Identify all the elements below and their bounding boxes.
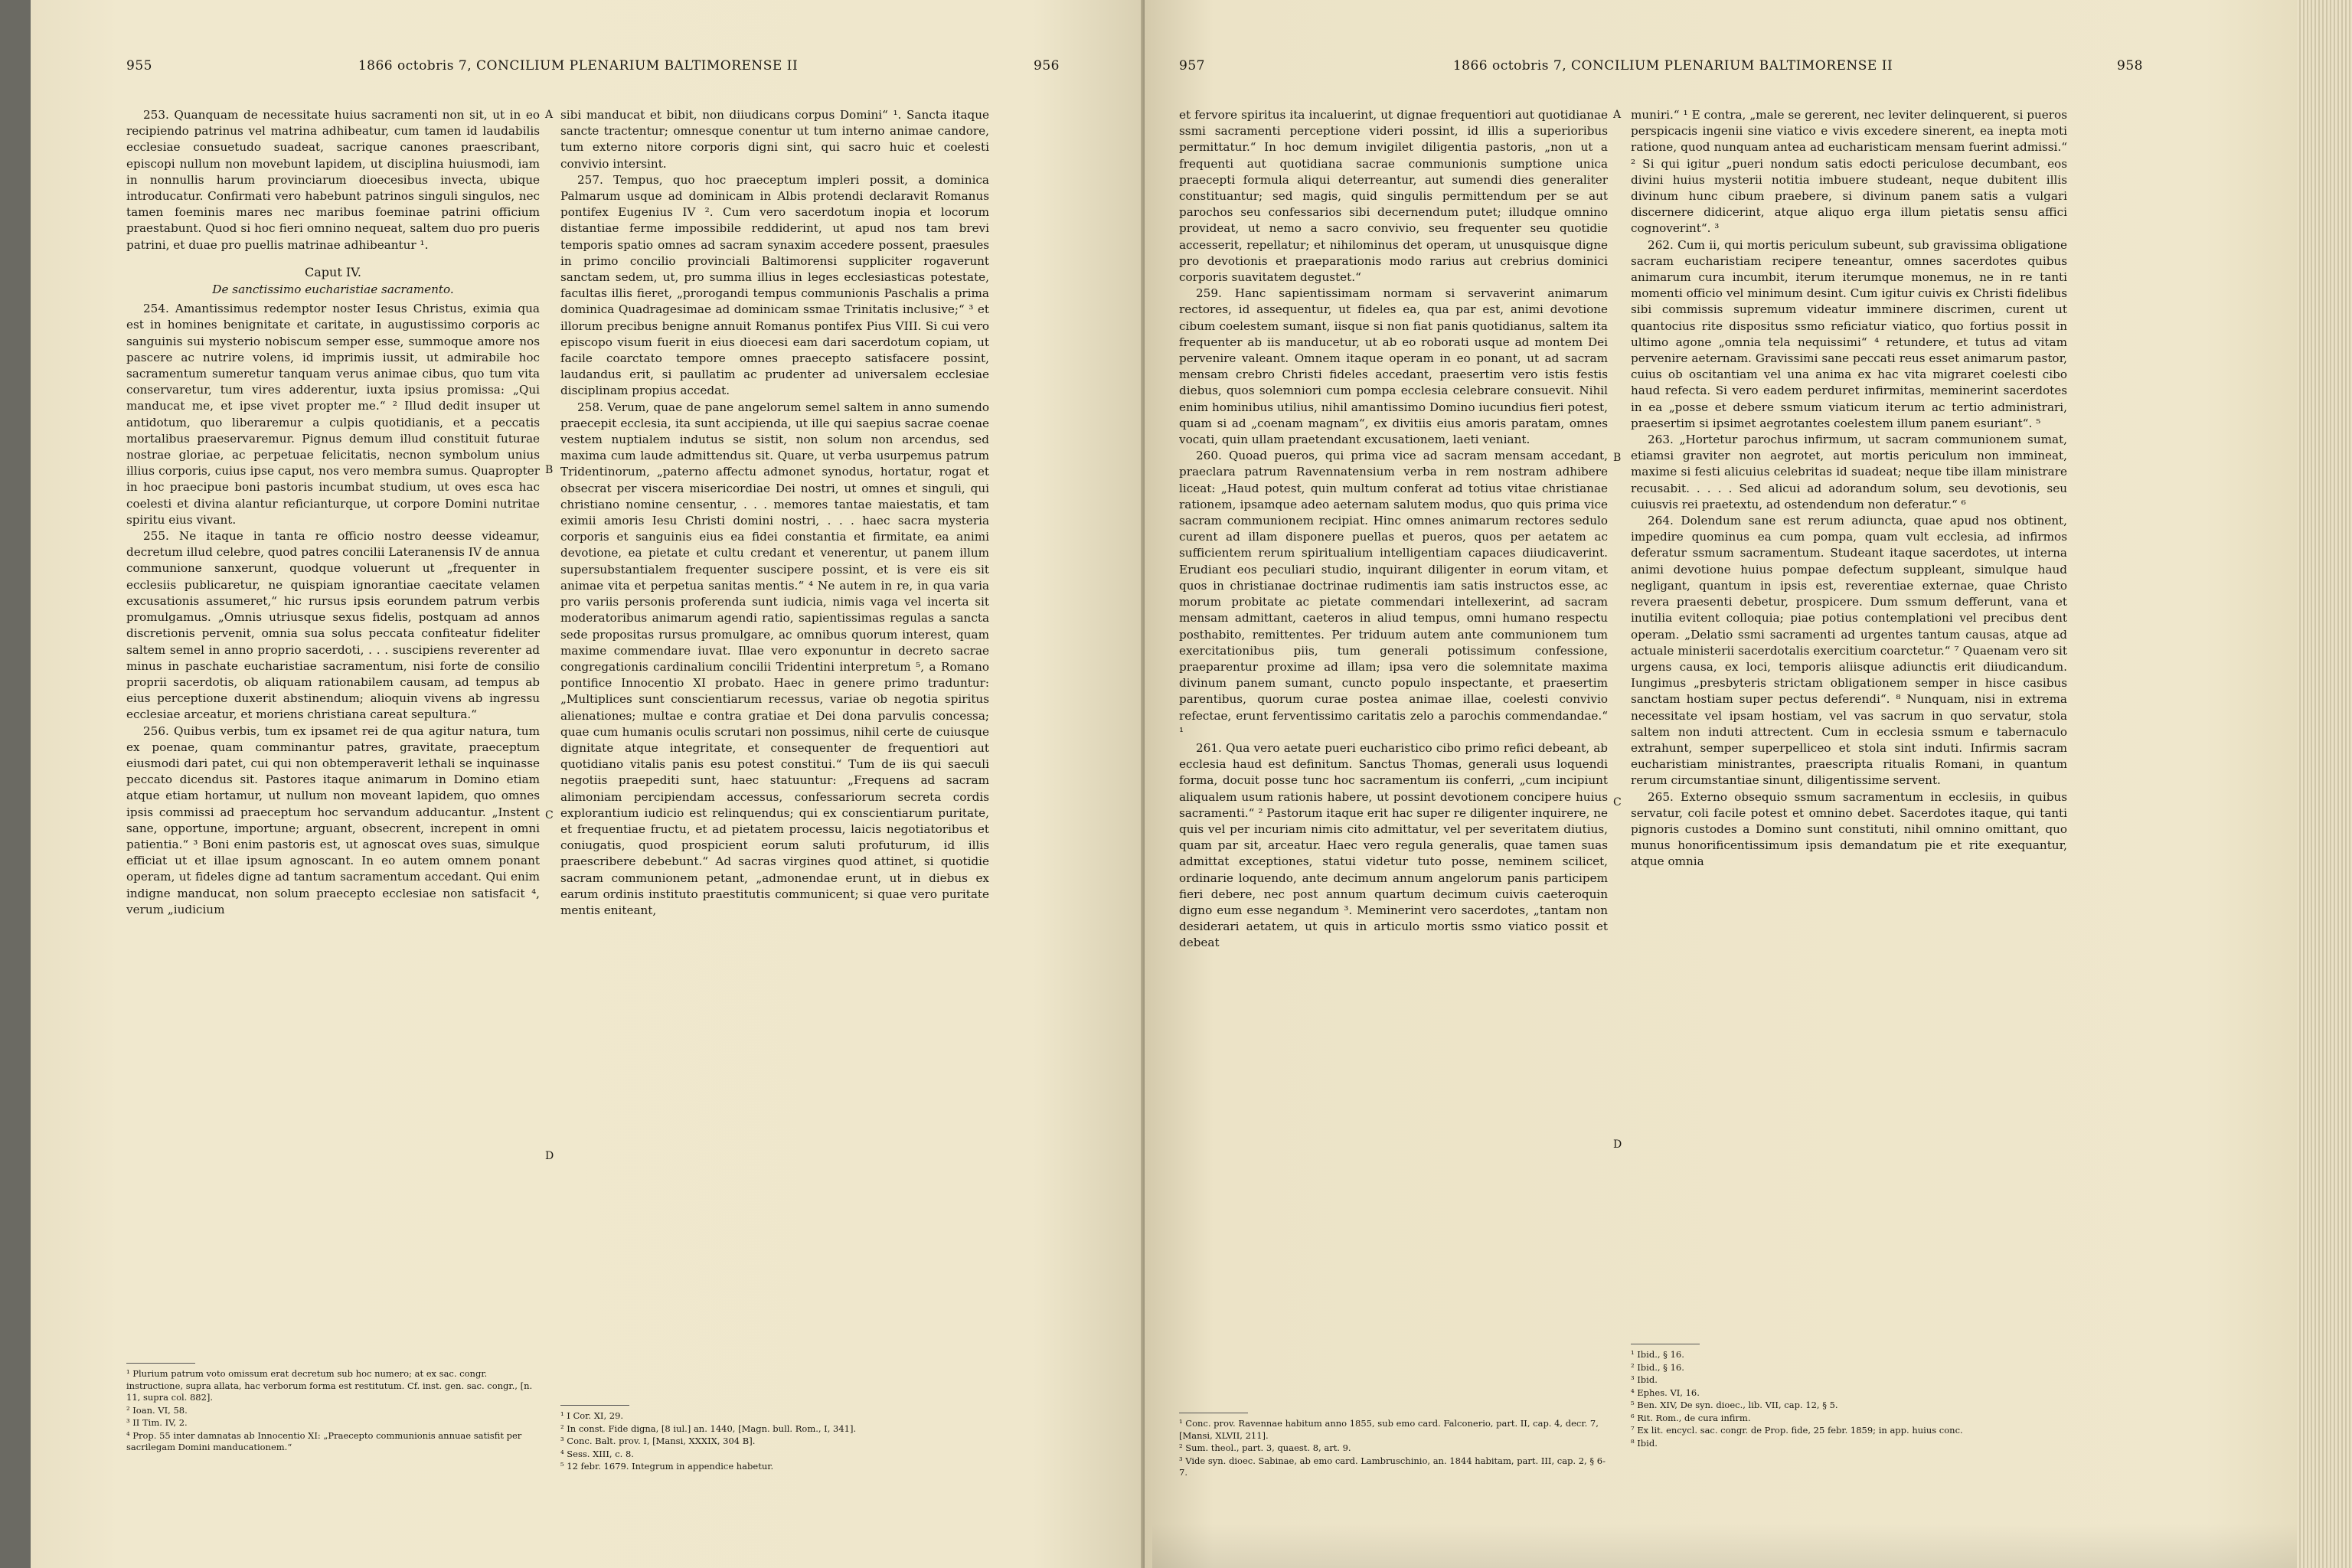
footnote: ⁵ 12 febr. 1679. Integrum in appendice habetur. xyxy=(560,1461,774,1472)
footnote: ¹ Plurium patrum voto omissum erat decretum sub hoc numero; at ex sac. congr. instructione, supra allata, hac verborum forma est restitutum. Cf. inst. gen. sac. congr., [n. 11, supra col. 882]. xyxy=(126,1368,533,1403)
paragraph: 256. Quibus verbis, tum ex ipsamet rei de qua agitur natura, tum ex poenae, quam comminantur patres, gravitate, praeceptum eiusmodi dari patet, cui qui non obtemperaverit lethali se inquinasse peccato dicendus sit. Pastores itaque animarum in Domino etiam atque etiam hortamur, ut nullum non moveant lapidem, quo omnes ipsis commissi ad praeceptum hoc servandum adducantur. „Instent sane, opportune, importune; arguant, obsecrent, increpent in omni patientia.“ ³ Boni enim pastoris est, ut agnoscat oves suas, simulque efficiat ut et illae ipsum agnoscant. In eo autem omnem ponant operam, ut fideles digne ad tantum sacramentum accedant. Qui enim indigne manducat, non solum praecepto ecclesiae non satisfacit ⁴, verum „iudicium xyxy=(126,724,540,916)
footnotes-left xyxy=(1179,1413,1608,1520)
page-number: 958 xyxy=(2117,58,2143,74)
footnote: ⁸ Ibid. xyxy=(1631,1437,1658,1449)
footnote: ² Ioan. VI, 58. xyxy=(126,1404,188,1416)
page-number: 956 xyxy=(1034,58,1060,74)
footnote: ⁵ Ben. XIV, De syn. dioec., lib. VII, cap. 12, § 5. xyxy=(1631,1400,1838,1410)
footnote: ⁴ Prop. 55 inter damnatas ab Innocentio XI: „Praecepto communionis annuae satisfit per sacrilegam Domini manducationem.“ xyxy=(126,1429,522,1452)
footnotes-right xyxy=(1631,1344,2067,1489)
running-title: 1866 octobris 7, CONCILIUM PLENARIUM BALTIMORENSE II xyxy=(358,58,799,74)
margin-marker: C xyxy=(545,809,554,822)
paragraph: et fervore spiritus ita incaluerint, ut dignae frequentiori aut quotidianae ssmi sacramenti perceptione videri possint, id illis a superioribus permittatur.“ In hoc demum invigilet diligentia pastoris, „non ut a frequenti aut quotidiana sacrae communionis sumptione unica praecepti formula aliqui deterreantur, aut sumendi dies generaliter constituantur; sed magis, quid singulis permittendum per se aut parochos seu confessarios sibi decernendum putet; illudque omnino provideat, ut nemo a sacro convivio, seu frequenter seu quotidie accesserit, repellatur; et nihilominus det operam, ut unusquisque digne pro devotionis et praeparationis modo rarius aut crebrius dominici corporis suavitatem degustet.“ xyxy=(1179,108,1608,285)
footnote: ³ Conc. Balt. prov. I, [Mansi, XXXIX, 304 B]. xyxy=(560,1436,756,1446)
margin-marker: A xyxy=(1613,109,1622,121)
paragraph: 263. „Hortetur parochus infirmum, ut sacram communionem sumat, etiamsi graviter non aegrotet, aut mortis periculum non immineat, maxime si festi alicuius celebritas id suadeat; neque tibe illam ministrare recusabit. . . . . Sed alicui ad adorandum solum, seu devotionis, seu cuiusvis rei praetextu, ad ostendendum non deferatur.“ ⁶ xyxy=(1631,433,2067,511)
paragraph: 260. Quoad pueros, qui prima vice ad sacram mensam accedant, praeclara patrum Ravennatensium verba in rem nostram adhibere liceat: „Haud potest, quin multum conferat ad totius vitae christianae rationem, ipsamque adeo aeternam salutem modus, quo quis prima vice sacram communionem recipiat. Hinc omnes animarum rectores sedulo curent ad illam disponere puellas et pueros, quos per aetatem ac sufficientem rerum spiritualium intelligentiam capaces diiudicaverint. Erudiant eos peculiari studio, inquirant diligenter in eorum vitam, et quos in christianae doctrinae rudimentis iam satis instructos esse, ac morum probitate ac pietate commendari intellexerint, ad sacram mensam admittant, caeteros in aliud tempus, omni humano respectu posthabito, remittentes. Per triduum autem ante communionem tum exercitationibus piis, tum generali potissimum confessione, praeparentur proxime ad illam; ipsa vero die solemnitate maxima divinum panem sumant, cuncto populo inspectante, et praesertim parentibus, quorum curae postea animae illae, coelesti convivio refectae, erunt ferventissimo caritatis zelo a parochis commendandae.“ ¹ xyxy=(1179,449,1608,739)
margin-marker: B xyxy=(1613,452,1622,464)
margin-marker: B xyxy=(545,464,554,476)
right-page xyxy=(1145,0,2297,1568)
paragraph: 254. Amantissimus redemptor noster Iesus Christus, eximia qua est in homines benignitate et caritate, in augustissimo corporis ac sanguinis sui mysterio nobiscum semper esse, summoque amore nos pascere ac nutrire volens, id imprimis iussit, ut admirabile hoc sacramentum sumeretur tanquam verus animae cibus, quo tum vita conservaretur, tum vires adderentur, iuxta ipsius promissa: „Qui manducat me, et ipse vivet propter me.“ ² Illud dedit insuper ut antidotum, quo liberaremur a culpis quotidianis, et a peccatis mortalibus praeservaremur. Pignus demum illud constituit futurae nostrae gloriae, ac perpetuae felicitatis, necnon symbolum unius illius corporis, cuius ipse caput, nos vero membra sumus. Quapropter in hoc praecipue boni pastoris incumbat studium, ut oves esca hac coelesti et divina alantur reficianturque, ut corpore Domini nutritae spiritu eius vivant. xyxy=(126,302,540,527)
footnote: ¹ Conc. prov. Ravennae habitum anno 1855, sub emo card. Falconerio, part. II, cap. 4, decr. 7, [Mansi, XLVII, 211]. xyxy=(1179,1418,1599,1441)
paragraph: 265. Externo obsequio ssmum sacramentum in ecclesiis, in quibus servatur, coli facile potest et omnino debet. Sacerdotes itaque, qui tanti pignoris custodes a Domino sunt constituti, nihil omnino omittant, quo munus honorificentissimum ipsis demandatum pie et rite exequantur, atque omnia xyxy=(1631,789,2067,869)
footnotes-left xyxy=(126,1363,540,1524)
paragraph: 261. Qua vero aetate pueri eucharistico cibo primo refici debeant, ab ecclesia haud est definitum. Sanctus Thomas, generali usus loquendi forma, docuit posse tunc hoc sacramentum iis conferri, „cum incipiunt aliqualem usum rationis habere, ut possint devotionem concipere huius sacramenti.“ ² Pastorum itaque erit hac super re diligenter inquirere, ne quis vel per incuriam nimis cito admittatur, vel per severitatem diutius, quam par sit, arceatur. Haec vero regula generalis, quae tamen suas admittat exceptiones, statui videtur tuto posse, neminem scilicet, ordinarie loquendo, ante decimum annum angelorum panis participem fieri debere, nec post annum quartum decimum cuivis caeteroquin digno eum esse negandum ³. Meminerint vero sacerdotes, „tantam non desiderari aetatem, ut quis in articulo mortis ssmo viatico possit et debeat xyxy=(1179,740,1608,950)
page-edges xyxy=(2297,0,2352,1568)
footnote: ³ Ibid. xyxy=(1631,1374,1658,1385)
paragraph: 259. Hanc sapientissimam normam si servaverint animarum rectores, id assequentur, ut fideles ea, qua par est, animi devotione cibum coelestem sumant, iisque si non fiat panis quotidianus, saltem ita frequenter ab iis manducetur, ut ab eo roborati usque ad montem Dei pervenire valeant. Omnem itaque operam in eo ponant, ut ad sacram mensam crebro Christi fideles accedant, praesertim vero istis festis diebus, quos solemniori cum pompa ecclesia celebrare consuevit. Nihil enim hominibus utilius, nihil amantissimo Domino iucundius fieri potest, quam si ad „coenam magnam“, ex divitiis eius amoris paratam, omnes vocati, quin ullam praetendant excusationem, laeti veniant. xyxy=(1179,286,1608,447)
paragraph: muniri.“ ¹ E contra, „male se gererent, nec leviter delinquerent, si pueros perspicacis ingenii sine viatico e vivis excedere sinerent, ea inepta moti ratione, quod nunquam antea ad eucharisticam mensam fuerint admissi.“ ² Si qui igitur „pueri nondum satis edocti periculose decumbant, eos divini huius mysterii notitia imbuere studeant, neque dubitent illis divinum hunc cibum praebere, si divinum panem satis a vulgari discernere didicerint, atque aliquo erga illum pietatis sensu affici cognoverint“. ³ xyxy=(1631,108,2067,236)
margin-marker: D xyxy=(1613,1138,1622,1151)
footnote: ² Sum. theol., part. 3, quaest. 8, art. 9. xyxy=(1179,1442,1351,1453)
paragraph: sibi manducat et bibit, non diiudicans corpus Domini“ ¹. Sancta itaque sancte tractentur; omnesque conentur ut tum interno animae candore, tum externo nitore corporis digni sint, qui sacro huic et coelesti convivio intersint. xyxy=(560,108,989,171)
chapter-heading: Caput IV. xyxy=(304,264,361,279)
footnote: ⁶ Rit. Rom., de cura infirm. xyxy=(1631,1412,1751,1423)
paragraph: 255. Ne itaque in tanta re officio nostro deesse videamur, decretum illud celebre, quod patres concilii Lateranensis IV de annua communione sanxerunt, quodque voluerunt ut „frequenter in ecclesiis publicaretur, ne quispiam ignorantiae caecitate velamen excusationis assumeret,“ hic rursus ipsis eorundem patrum verbis promulgamus. „Omnis utriusque sexus fidelis, postquam ad annos discretionis pervenit, omnia sua solus peccata confiteatur fideliter saltem semel in anno proprio sacerdoti, . . . suscipiens reverenter ad minus in paschate eucharistiae sacramentum, nisi forte de consilio proprii sacerdotis, ob aliquam rationabilem causam, ad tempus ab eius perceptione duxerit abstinendum; alioquin vivens ab ingressu ecclesiae arceatur, et moriens christiana careat sepultura.“ xyxy=(126,529,540,722)
page-number: 955 xyxy=(126,58,152,74)
text-column-left xyxy=(1179,107,1608,1370)
page-shadow xyxy=(1152,1524,2297,1568)
text-column-right xyxy=(560,107,989,1363)
footnote: ⁷ Ex lit. encycl. sac. congr. de Prop. fide, 25 febr. 1859; in app. huius conc. xyxy=(1631,1425,1963,1436)
chapter-subheading: De sanctissimo eucharistiae sacramento. xyxy=(212,283,454,297)
footnote: ² Ibid., § 16. xyxy=(1631,1361,1684,1373)
page-number: 957 xyxy=(1179,58,1205,74)
footnote: ³ Vide syn. dioec. Sabinae, ab emo card. Lambruschinio, an. 1844 habitam, part. III, cap. 2, § 6-7. xyxy=(1179,1455,1606,1478)
paragraph: 253. Quanquam de necessitate huius sacramenti non sit, ut in eo recipiendo patrinus vel matrina adhibeatur, cum tamen id laudabilis ecclesiae consuetudo suadeat, sacrique canones praescribant, episcopi nullum non movebunt lapidem, ut disciplina huiusmodi, iam in nonnullis harum provinciarum dioecesibus invecta, ubique introducatur. Confirmati vero habebunt patrinos singuli singulos, nec tamen foeminis mares nec maribus foeminae patrini officium praestabunt. Quod si hoc fieri omnino nequeat, saltem duo pro pueris patrini, et duae pro puellis matrinae adhibeantur ¹. xyxy=(126,108,540,252)
margin-marker: C xyxy=(1613,796,1622,808)
footnote: ⁴ Ephes. VI, 16. xyxy=(1631,1387,1700,1398)
footnote: ² In const. Fide digna, [8 iul.] an. 1440, [Magn. bull. Rom., I, 341]. xyxy=(560,1423,857,1434)
footnote: ¹ Ibid., § 16. xyxy=(1631,1349,1684,1360)
paragraph: 257. Tempus, quo hoc praeceptum impleri possit, a dominica Palmarum usque ad dominicam in Albis protendi declaravit Romanus pontifex Eugenius IV ². Cum vero sacerdotum inopia et locorum distantiae ferme impossibile reddiderint, ut apud nos tam brevi temporis spatio omnes ad sacram synaxim accedere possent, praesules in primo concilio provinciali Baltimorensi suppliciter rogaverunt sanctam sedem, ut, pro summa illius in leges ecclesiasticas potestate, facultas illis fieret, „prorogandi tempus communionis Paschalis a prima dominica Quadragesimae ad dominicam ssmae Trinitatis inclusive;“ ³ et illorum precibus benigne annuit Romanus pontifex Pius VIII. Si cui vero episcopo visum fuerit in eius dioecesi eam dari sacerdotum copiam, ut facile coarctato tempore omnes praecepto satisfacere possint, laudandus erit, si paullatim ac prudenter ad universalem ecclesiae disciplinam propius accedat. xyxy=(560,172,989,398)
footnote: ³ II Tim. IV, 2. xyxy=(126,1417,188,1428)
text-column-right xyxy=(1631,107,2067,1340)
footnote: ¹ I Cor. XI, 29. xyxy=(560,1410,624,1421)
left-page xyxy=(31,0,1145,1568)
footnotes-right xyxy=(560,1405,989,1527)
text-column-left xyxy=(126,107,540,1344)
margin-marker: A xyxy=(545,109,554,121)
paragraph: 262. Cum ii, qui mortis periculum subeunt, sub gravissima obligatione sacram eucharistiam recipere teneantur, omnes sacerdotes quibus animarum cura incumbit, iterum iterumque monemus, ne in re tanti momenti officio vel minimum desint. Cum igitur cuivis ex Christi fidelibus sibi commissis supremum videatur imminere discrimen, curent ut quantocius rite dispositus ssmo reficiatur viatico, quo fortius possit in ultimo agone „omnia tela nequissimi“ ⁴ retundere, et tutus ad vitam pervenire aeternam. Gravissimi sane peccati reus esset animarum pastor, cuius ob oscitantiam vel una anima ex hac vita migraret coelesti cibo haud refecta. Si vero eadem perduret infirmitas, meminerint sacerdotes in ea „posse et debere ssmum viaticum iterum ac tertio administrari, praesertim si ipsimet aegrotantes coelestem illum panem esuriant“. ⁵ xyxy=(1631,237,2067,430)
paragraph: 264. Dolendum sane est rerum adiuncta, quae apud nos obtinent, impedire quominus ea cum pompa, quam vult ecclesia, ad infirmos deferatur ssmum sacramentum. Studeant itaque sacerdotes, ut interna animi devotione huius pompae defectum suppleant, simulque haud negligant, quantum in ipsis est, reverentiae externae, quae Christo revera praesenti debetur, prospicere. Dum ssmum defferunt, vana et inutilia evitent colloquia; piae potius contemplationi vel precibus dent operam. „Delatio ssmi sacramenti ad urgentes tantum causas, atque ad actuale ministerii sacerdotalis exercitium coarctetur.“ ⁷ Quaenam vero sit urgens causa, ex loci, temporis aliisque adiunctis erit diiudicandum. Iungimus „presbyteris strictam obligationem semper in hisce casibus sanctam hostiam super pectus deferendi“. ⁸ Nunquam, nisi in extrema necessitate vel ipsam hostiam, vel vas sacrum in quo servatur, stola saltem non induti attrectent. Cum in ecclesia ssmum e tabernaculo extrahunt, semper superpelliceo et stola sint induti. Infirmis sacram eucharistiam ministrantes, praescripta ritualis Romani, in quantum rerum circumstantiae sinunt, diligentissime servent. xyxy=(1631,514,2067,788)
margin-marker: D xyxy=(545,1150,554,1162)
footnote: ⁴ Sess. XIII, c. 8. xyxy=(560,1448,634,1459)
paragraph: 258. Verum, quae de pane angelorum semel saltem in anno sumendo praecepit ecclesia, ita sunt accipienda, ut ille qui saepius sacrae coenae vestem nuptialem indutus se sistit, non solum non arcendus, sed maxima cum laude admittendus sit. Quare, ut verba usurpemus patrum Tridentinorum, „paterno affectu admonet synodus, hortatur, rogat et obsecrat per viscera misericordiae Dei nostri, ut omnes et singuli, qui christiano nomine censentur, . . . memores tantae maiestatis, et tam eximii amoris Iesu Christi domini nostri, . . . haec sacra mysteria corporis et sanguinis eius ea fidei constantia et firmitate, ea animi devotione, ea pietate et cultu credant et venerentur, ut panem illum supersubstantialem frequenter suscipere possint, et is vere eis sit animae vita et perpetua sanitas mentis.“ ⁴ Ne autem in re, in qua varia pro variis personis proferenda sunt iudicia, nimis vaga vel incerta sit moderatoribus animarum agendi ratio, sapientissimas regulas a sancta sede propositas rursus promulgare, ac omnibus quorum interest, quam maxime commendare iuvat. Illae vero exponuntur in decreto sacrae congregationis cardinalium concilii Tridentini interpretum ⁵, a Romano pontifice Innocentio XI probato. Haec in genere primo traduntur: „Multiplices sunt conscientiarum recessus, variae ob negotia spiritus alienationes; multae e contra gratiae et Dei dona parvulis concessa; quae cum humanis oculis scrutari non possimus, nihil certe de cuiusque dignitate atque integritate, et consequenter de frequentiori aut quotidiano vitalis panis esu potest constitui.“ Tum de iis qui saeculi negotiis praepediti sunt, haec statuuntur: „Frequens ad sacram alimoniam percipiendam accessus, confessariorum secreta cordis explorantium iudicio est relinquendus; qui ex conscientiarum puritate, et frequentiae fructu, et ad pietatem processu, laicis negotiatoribus et coniugatis, quod prospicient eorum saluti profuturum, id illis praescribere debebunt.“ Ad sacras virgines quod attinet, si quotidie sacram communionem petant, „admonendae erunt, ut in diebus ex earum ordinis instituto praestitutis communicent; si quae vero puritate mentis eniteant, xyxy=(560,400,989,917)
running-title: 1866 octobris 7, CONCILIUM PLENARIUM BALTIMORENSE II xyxy=(1452,58,1893,74)
